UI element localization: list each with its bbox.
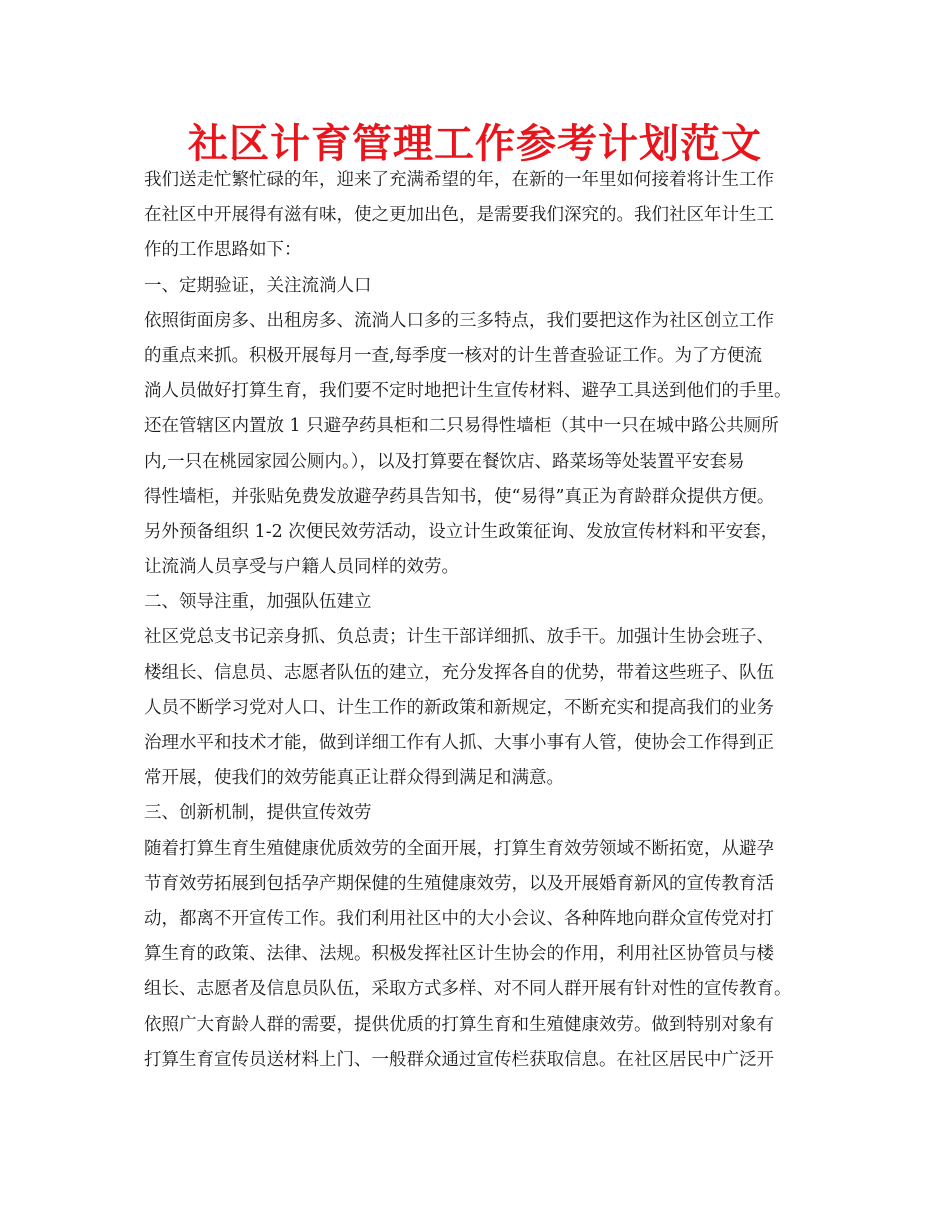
text-line: 作的工作思路如下： (144, 240, 302, 261)
text-line: 在社区中开展得有滋有味，使之更加出色，是需要我们深究的。我们社区年计生工 (144, 205, 774, 226)
document-title: 社区计育管理工作参考计划范文 (188, 121, 762, 167)
text-line: 另外预备组织 1-2 次便民效劳活动，设立计生政策征询、发放宣传材料和平安套， (144, 521, 779, 542)
text-line: 还在管辖区内置放 1 只避孕药具柜和二只易得性墙柜（其中一只在城中路公共厕所 (144, 416, 779, 437)
text-line: 内,一只在桃园家园公厕内。），以及打算要在餐饮店、路菜场等处装置平安套易 (144, 451, 745, 472)
text-line: 依照街面房多、出租房多、流淌人口多的三多特点，我们要把这作为社区创立工作 (144, 310, 774, 331)
text-line: 二、领导注重，加强队伍建立 (144, 592, 372, 613)
text-line: 我们送走忙繁忙碌的年，迎来了充满希望的年，在新的一年里如何接着将计生工作 (144, 170, 774, 190)
text-line: 打算生育宣传员送材料上门、一般群众通过宣传栏获取信息。在社区居民中广泛开 (144, 1049, 774, 1070)
text-line: 让流淌人员享受与户籍人员同样的效劳。 (144, 557, 459, 578)
text-line: 算生育的政策、法律、法规。积极发挥社区计生协会的作用，利用社区协管员与楼 (144, 944, 774, 965)
text-line: 节育效劳拓展到包括孕产期保健的生殖健康效劳，以及开展婚育新风的宣传教育活 (144, 873, 774, 894)
text-line: 治理水平和技术才能，做到详细工作有人抓、大事小事有人管，使协会工作得到正 (144, 733, 774, 753)
text-line: 随着打算生育生殖健康优质效劳的全面开展，打算生育效劳领域不断拓宽，从避孕 (144, 838, 774, 859)
text-line: 常开展，使我们的效劳能真正让群众得到满足和满意。 (144, 768, 564, 789)
text-line: 楼组长、信息员、志愿者队伍的建立，充分发挥各自的优势，带着这些班子、队伍 (144, 662, 774, 683)
document-body (144, 163, 834, 1078)
text-line: 一、定期验证，关注流淌人口 (144, 275, 372, 296)
text-line: 三、创新机制，提供宣传效劳 (144, 803, 372, 824)
text-line: 社区党总支书记亲身抓、负总责；计生干部详细抓、放手干。加强计生协会班子、 (144, 627, 774, 648)
text-line: 人员不断学习党对人口、计生工作的新政策和新规定，不断充实和提高我们的业务 (144, 697, 774, 718)
text-line: 组长、志愿者及信息员队伍，采取方式多样、对不同人群开展有针对性的宣传教育。 (144, 979, 792, 1000)
text-line: 得性墙柜，并张贴免费发放避孕药具告知书，使“易得”真正为育龄群众提供方便。 (144, 486, 775, 507)
text-line: 的重点来抓。积极开展每月一查,每季度一核对的计生普查验证工作。为了方便流 (144, 345, 763, 366)
text-line: 淌人员做好打算生育，我们要不定时地把计生宣传材料、避孕工具送到他们的手里。 (144, 381, 792, 402)
text-line: 依照广大育龄人群的需要，提供优质的打算生育和生殖健康效劳。做到特别对象有 (144, 1014, 774, 1035)
text-line: 动，都离不开宣传工作。我们利用社区中的大小会议、各种阵地向群众宣传党对打 (144, 908, 774, 929)
